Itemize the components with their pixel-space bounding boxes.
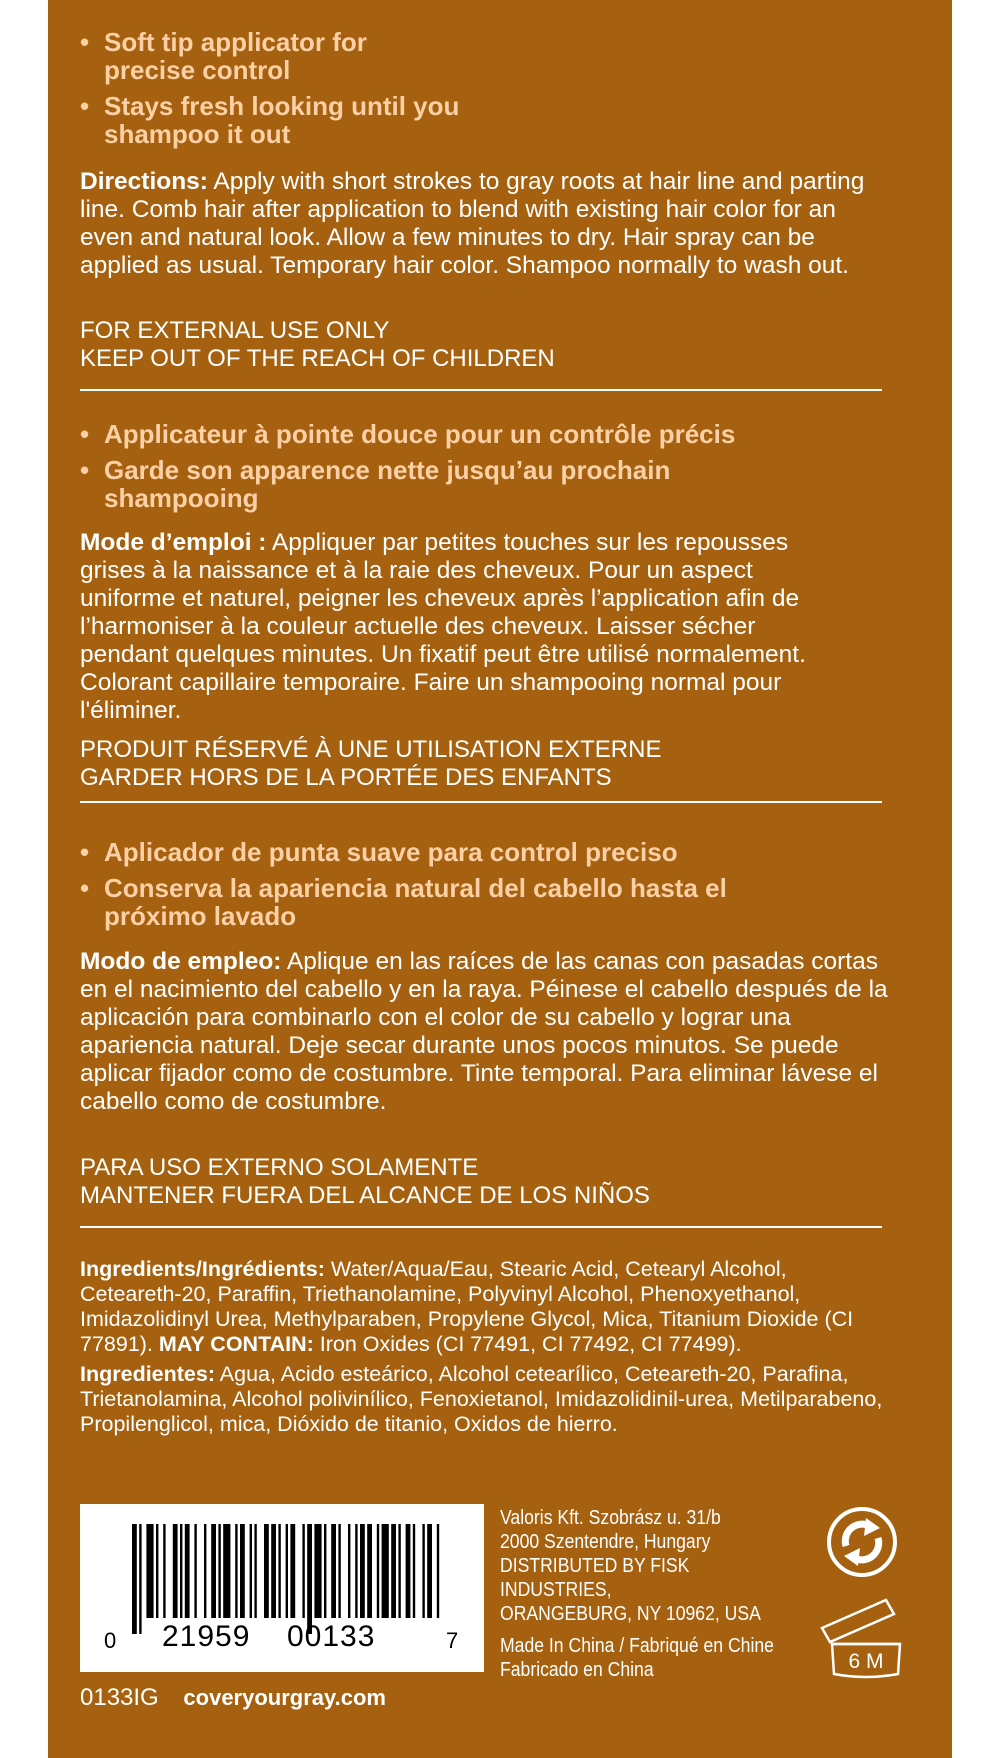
barcode-bar [377,1524,379,1618]
barcode-bar [235,1524,237,1618]
barcode-bar [331,1524,336,1618]
address-line: 2000 Szentendre, Hungary [500,1531,711,1553]
product-label-panel [48,0,952,1758]
barcode-bar [163,1524,165,1618]
barcode-bar [264,1524,269,1618]
footer [80,1684,386,1712]
french-directions: Mode d’emploi : Appliquer par petites touches sur les repousses grises à la naissance et à la raie des cheveux. Pour un aspect uniforme et naturel, peigner les cheveux après l’application afin de l’harmoniser à la couleur actuelle des cheveux. Laisser sécher pendant quelques minutes. Un fixatif peut être utilisé normalement. Colorant capillaire temporaire. Faire un shampooing normal pour l'éliminer. [80,529,806,724]
french-bullet-1: • Applicateur à pointe douce pour un contrôle précis [80,419,736,449]
divider [80,1226,882,1228]
english-warnings [80,317,890,373]
origin-line: Made In China / Fabriqué en Chine [500,1635,774,1657]
barcode-bar [240,1524,245,1618]
barcode-bar [185,1524,190,1618]
french-bullet-2: • Garde son apparence nette jusqu’au prochain shampooing [80,455,671,513]
barcode-bar [427,1524,432,1618]
product-code: 0133IG [80,1684,159,1711]
divider [80,801,882,803]
divider [80,389,882,391]
spanish-bullet-1: • Aplicador de punta suave para control preciso [80,837,678,867]
manufacturer-address [500,1506,782,1682]
barcode-bar [437,1524,439,1618]
english-bullet-1: • Soft tip applicator for precise control [80,27,367,85]
spanish-bullets [80,838,890,938]
warning-external-use-es: PARA USO EXTERNO SOLAMENTE [80,1154,479,1181]
barcode-bar [204,1524,206,1618]
barcode-bar [211,1524,216,1618]
barcode-bar [223,1524,230,1618]
barcode-bar [355,1524,357,1618]
barcode-bar [271,1524,276,1618]
barcode-bar [286,1524,288,1618]
barcode-bar [382,1524,389,1618]
pao-label: 6 M [848,1650,884,1673]
barcode-bar [250,1524,252,1618]
website-link[interactable]: coveryourgray.com [183,1685,386,1710]
barcode-bar [367,1524,372,1618]
french-warnings [80,736,890,792]
distributor-line: ORANGEBURG, NY 10962, USA [500,1603,761,1625]
barcode-bar [218,1524,220,1618]
english-bullets [80,28,890,156]
warning-external-use: FOR EXTERNAL USE ONLY [80,317,390,344]
barcode-bar [302,1524,304,1618]
barcode-digits-group-2: 00133 [287,1620,376,1653]
barcode-bar [422,1524,424,1618]
barcode-digit-left: 0 [104,1628,117,1653]
ingredients-block [80,1257,890,1442]
origin-line: Fabricado en China [500,1659,654,1681]
barcode-bar [307,1524,312,1634]
barcode-bar [338,1524,340,1618]
barcode-bar [254,1524,256,1618]
open-jar-icon [818,1594,908,1685]
english-bullet-2: • Stays fresh looking until you shampoo it out [80,91,460,149]
may-contain-label: MAY CONTAIN: [158,1332,314,1356]
recycle-icon [826,1506,898,1583]
barcode-bar [156,1524,158,1618]
barcode-bar [139,1524,141,1634]
warning-children-es: MANTENER FUERA DEL ALCANCE DE LOS NIÑOS [80,1182,650,1209]
spanish-warnings [80,1154,890,1210]
ingredients-en-fr: Ingredients/Ingrédients: Water/Aqua/Eau, Stearic Acid, Cetearyl Alcohol, Ceteareth-20, Paraffin, Triethanolamine, Polyvinyl Alcohol, Phenoxyethanol, Imidazolidinyl Urea, Methylparaben, Propylene Glycol, Mica, Titanium Dioxide (CI 77891). MAY CONTAIN: Iron Oxides (CI 77491, CI 77492, CI 77499). [80,1257,854,1356]
warning-children: KEEP OUT OF THE REACH OF CHILDREN [80,345,555,372]
barcode-bar [132,1524,137,1634]
distributor-line: DISTRIBUTED BY FISK INDUSTRIES, [500,1555,690,1601]
barcode-bar [180,1524,182,1618]
english-directions: Directions: Apply with short strokes to gray roots at hair line and parting line. Comb hair after application to blend with existing hair color for an even and natural look. Allow a few minutes to dry. Hair spray can be applied as usual. Temporary hair color. Shampoo normally to wash out. [80,168,865,279]
barcode-bar [348,1524,350,1618]
warning-children-fr: GARDER HORS DE LA PORTÉE DES ENFANTS [80,764,612,791]
barcode-bars [80,1504,484,1672]
warning-external-use-fr: PRODUIT RÉSERVÉ À UNE UTILISATION EXTERNE [80,736,662,763]
barcode-bar [324,1524,326,1618]
barcode-bar [146,1524,153,1618]
spanish-bullet-2: • Conserva la apariencia natural del cabello hasta el próximo lavado [80,873,727,931]
barcode-bar [398,1524,400,1618]
barcode-bar [314,1524,321,1618]
barcode-bar [391,1524,396,1618]
modo-empleo-label: Modo de empleo: [80,948,282,975]
barcode-bar [406,1524,411,1618]
barcode-bar [413,1524,415,1618]
mode-emploi-label: Mode d’emploi : [80,529,267,556]
barcode-bar [194,1524,196,1618]
spanish-directions: Modo de empleo: Aplique en las raíces de las canas con pasadas cortas en el nacimiento del cabello y en la raya. Péinese el cabello después de la aplicación para combinarlo con el color de su cabello y lograr una apariencia natural. Deje secar durante unos pocos minutos. Se puede aplicar fijador como de costumbre. Tinte temporal. Para eliminar lávese el cabello como de costumbre. [80,948,888,1115]
barcode-digit-right: 7 [446,1628,459,1653]
barcode-bar [360,1524,365,1618]
french-bullets [80,420,890,520]
barcode-digits-group-1: 21959 [162,1620,251,1653]
directions-label: Directions: [80,168,208,195]
barcode-bar [290,1524,295,1618]
barcode-bar [278,1524,280,1618]
address-line: Valoris Kft. Szobrász u. 31/b [500,1507,721,1529]
barcode [80,1504,484,1672]
barcode-bar [173,1524,178,1618]
ingredients-es: Ingredientes: Agua, Acido esteárico, Alcohol cetearílico, Ceteareth-20, Parafina, Trietanolamina, Alcohol polivinílico, Fenoxietanol, Imidazolidinil-urea, Metilparabeno, Propilenglicol, mica, Dióxido de titanio, Oxidos de hierro. [80,1362,883,1436]
